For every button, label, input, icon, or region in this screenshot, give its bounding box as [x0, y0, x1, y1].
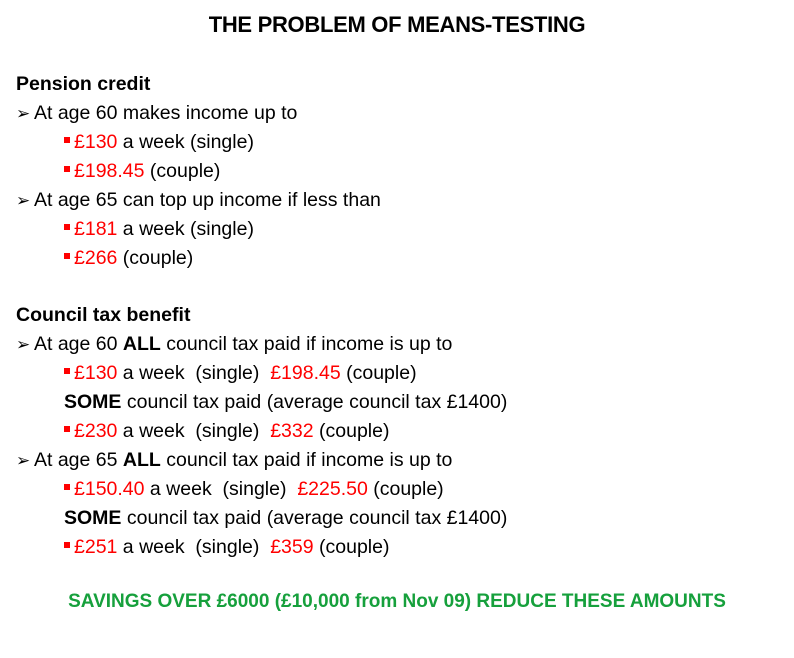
council-bullet-age65: ➢ At age 65 ALL council tax paid if income is up to	[16, 446, 786, 475]
red-square-bullet-icon	[64, 368, 70, 374]
council-all-60: £130 a week (single) £198.45 (couple)	[16, 359, 786, 388]
pension-credit-section	[16, 70, 786, 273]
pension-single-60: £130 a week (single)	[16, 128, 786, 157]
council-some-amounts-65: £251 a week (single) £359 (couple)	[16, 533, 786, 562]
red-square-bullet-icon	[64, 426, 70, 432]
pension-bullet-age60: ➢ At age 60 makes income up to	[16, 99, 786, 128]
pension-couple-60: £198.45 (couple)	[16, 157, 786, 186]
council-bullet-age60: ➢ At age 60 ALL council tax paid if income is up to	[16, 330, 786, 359]
council-some-amounts-60: £230 a week (single) £332 (couple)	[16, 417, 786, 446]
arrow-bullet-icon: ➢	[16, 104, 31, 123]
pension-bullet-age65: ➢ At age 65 can top up income if less than	[16, 186, 786, 215]
arrow-bullet-icon: ➢	[16, 191, 31, 210]
red-square-bullet-icon	[64, 484, 70, 490]
council-all-65: £150.40 a week (single) £225.50 (couple)	[16, 475, 786, 504]
council-tax-section	[16, 301, 786, 562]
red-square-bullet-icon	[64, 253, 70, 259]
page-title: THE PROBLEM OF MEANS-TESTING	[208, 12, 586, 37]
pension-couple-65: £266 (couple)	[16, 244, 786, 273]
savings-footer: SAVINGS OVER £6000 (£10,000 from Nov 09) REDUCE THESE AMOUNTS	[68, 591, 726, 612]
pension-credit-heading: Pension credit	[16, 73, 151, 95]
council-tax-heading: Council tax benefit	[16, 304, 191, 326]
arrow-bullet-icon: ➢	[16, 335, 31, 354]
arrow-bullet-icon: ➢	[16, 451, 31, 470]
pension-single-65: £181 a week (single)	[16, 215, 786, 244]
red-square-bullet-icon	[64, 137, 70, 143]
red-square-bullet-icon	[64, 542, 70, 548]
council-some-60: SOME council tax paid (average council tax £1400)	[64, 391, 508, 413]
red-square-bullet-icon	[64, 166, 70, 172]
red-square-bullet-icon	[64, 224, 70, 230]
council-some-65: SOME council tax paid (average council tax £1400)	[64, 507, 508, 529]
